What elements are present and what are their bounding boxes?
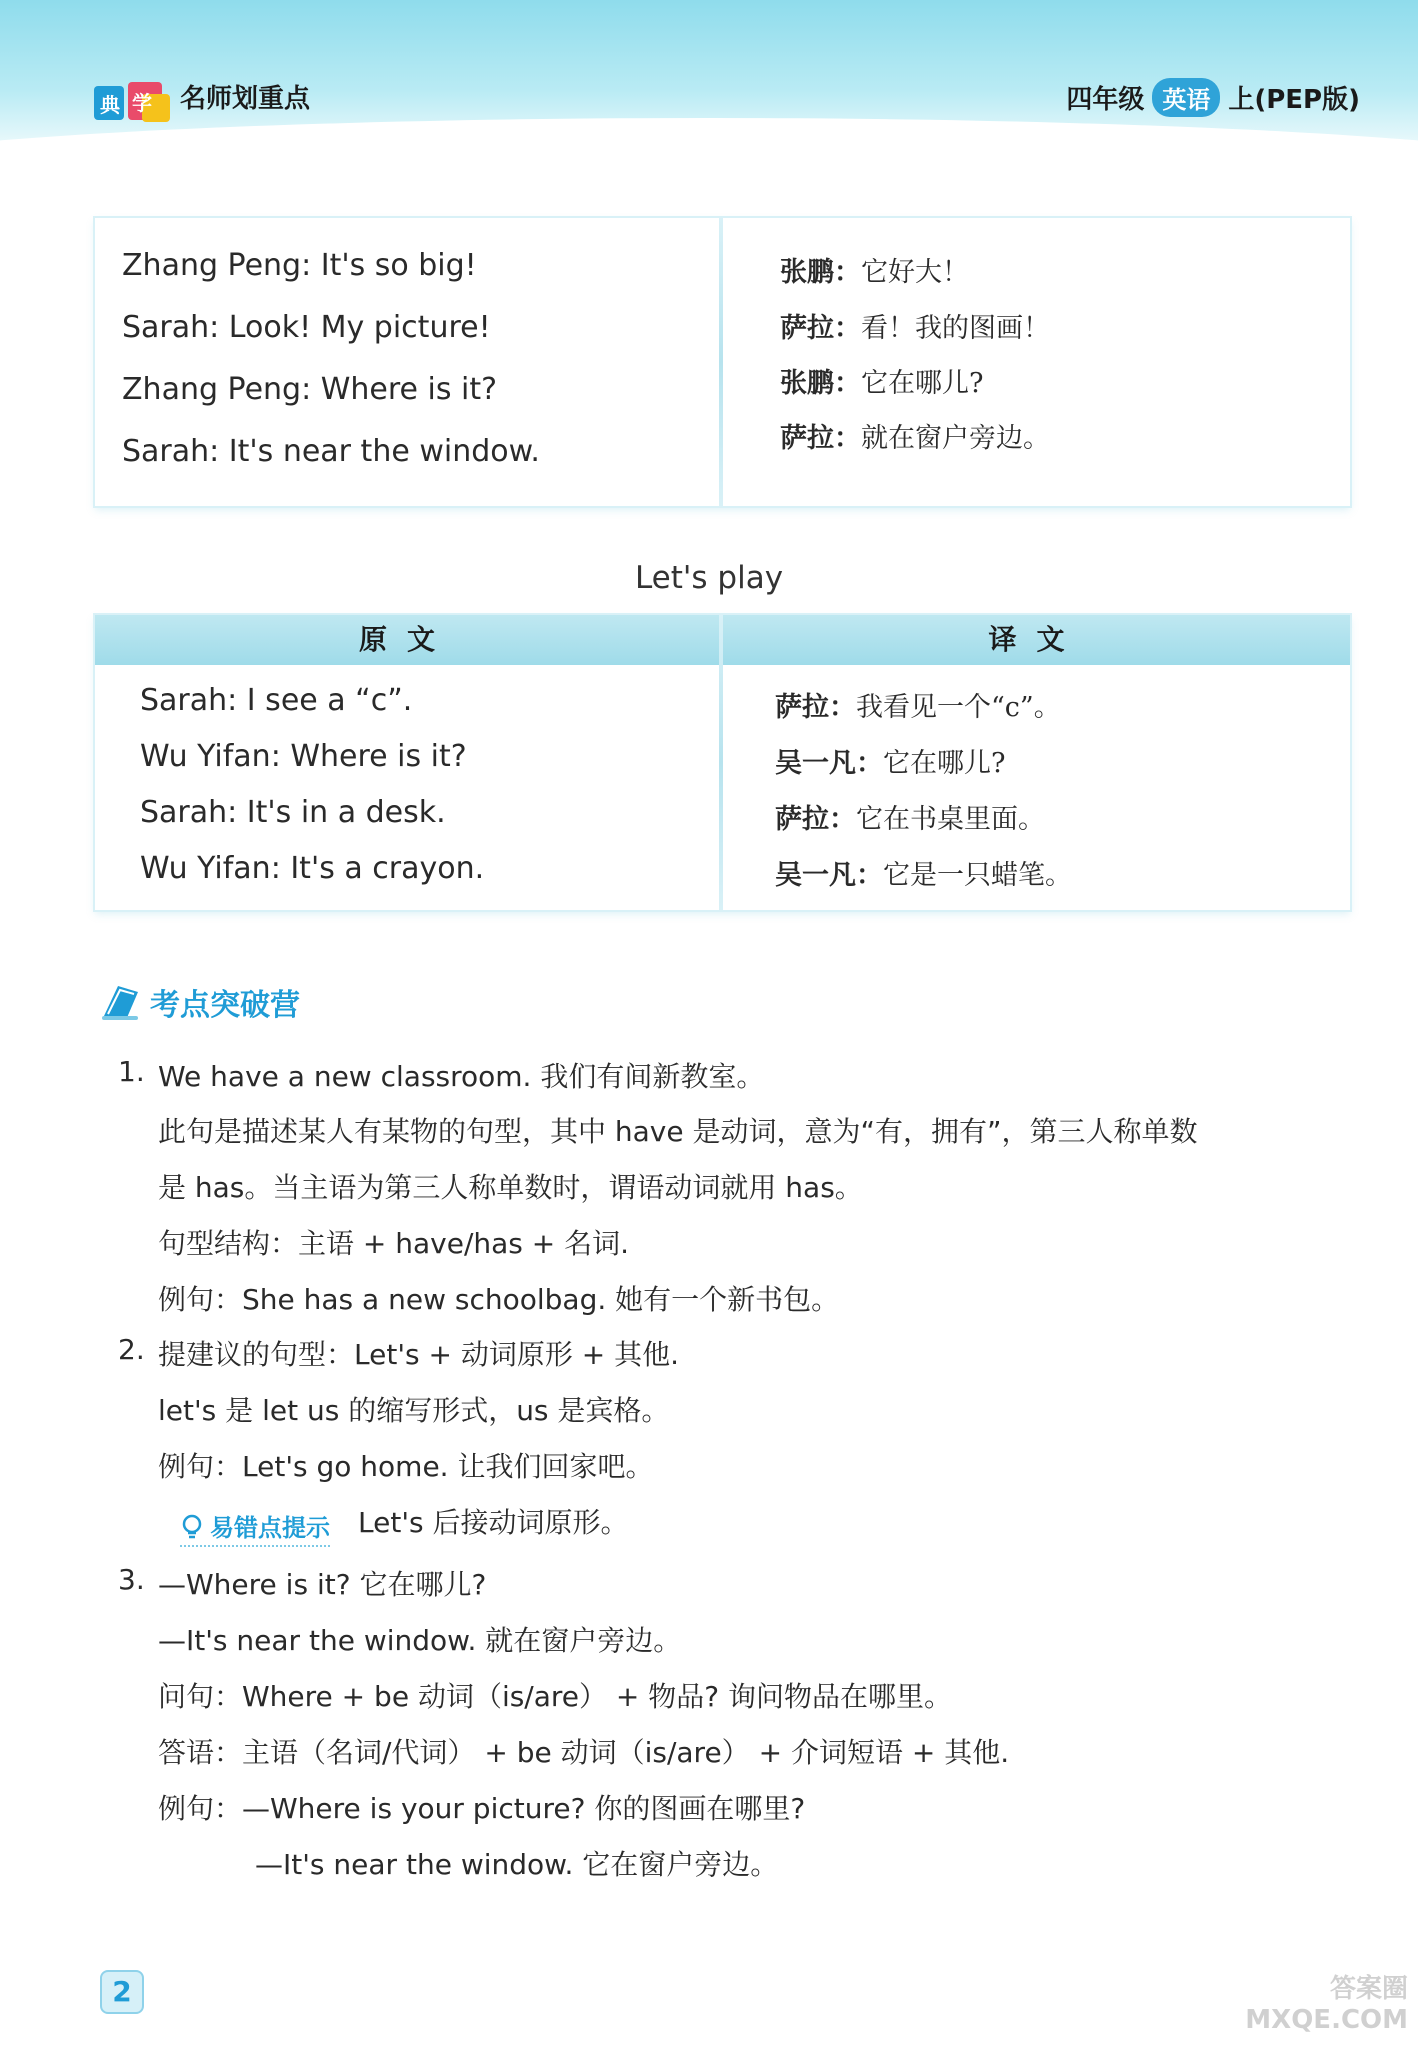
grade-info [1066,78,1360,117]
dialog-line-en: Sarah: It's in a desk. [140,795,446,830]
dialog-line-en: Wu Yifan: It's a crayon. [140,851,485,886]
lets-play-title: Let's play [634,560,784,596]
dialog-line-zh: 张鹏：它好大！ [780,257,969,288]
dialog-table-2 [95,615,1350,910]
header-translation: 译文 [988,623,1085,656]
dialog-line-zh: 萨拉：它在书桌里面。 [775,804,1045,835]
subject-badge: 英语 [1152,78,1220,117]
dialog-line-en: Sarah: It's near the window. [122,434,540,469]
item-line: 问句：Where + be 动词（is/are） + 物品? 询问物品在哪里。 [158,1680,953,1713]
item-number: 2. [118,1333,145,1366]
dialog-line-en: Zhang Peng: It's so big! [122,248,477,283]
item-line: —It's near the window. 就在窗户旁边。 [158,1624,682,1657]
item-number: 1. [118,1055,145,1088]
item-line: let's 是 let us 的缩写形式，us 是宾格。 [158,1394,670,1427]
page-header [0,0,1418,165]
dialog-line-zh: 吴一凡：它在哪儿? [775,748,1006,779]
dialog-line-zh: 萨拉：看！我的图画！ [780,313,1050,344]
column-divider [719,615,723,910]
dialog-line-zh: 萨拉：就在窗户旁边。 [780,423,1050,454]
notebook-icon [100,982,142,1022]
dialog-table-1 [95,218,1350,506]
grade-label: 四年级 [1066,85,1145,115]
item-line: 提建议的句型：Let's + 动词原形 + 其他. [158,1338,680,1371]
header-curve [0,118,1418,165]
dialog-line-en: Wu Yifan: Where is it? [140,739,467,774]
header-original: 原文 [358,623,455,656]
item-line: 是 has。当主语为第三人称单数时，谓语动词就用 has。 [158,1171,863,1204]
brand-text: 名师划重点 [180,84,311,114]
dialog-line-en: Zhang Peng: Where is it? [122,372,498,407]
error-tip-label [180,1508,330,1547]
column-divider [719,218,723,506]
dialog-line-zh: 萨拉：我看见一个“c”。 [775,692,1061,723]
section-title: 考点突破营 [150,988,300,1023]
watermark: 答案圈 MXQE.COM [1245,1974,1408,2035]
item-line: We have a new classroom. 我们有间新教室。 [158,1060,765,1093]
item-line: 例句：Let's go home. 让我们回家吧。 [158,1450,654,1483]
item-line: 句型结构：主语 + have/has + 名词. [158,1227,630,1260]
item-line: 例句：—Where is your picture? 你的图画在哪里? [158,1792,806,1825]
svg-text:学: 学 [132,91,152,115]
dialog-line-zh: 吴一凡：它是一只蜡笔。 [775,860,1072,891]
item-line: —Where is it? 它在哪儿? [158,1568,487,1601]
lightbulb-icon [180,1513,206,1539]
tip-text: Let's 后接动词原形。 [358,1506,629,1539]
book-logo-icon [92,78,172,128]
edition-label: 上(PEP版) [1228,85,1360,115]
svg-text:典: 典 [100,93,120,117]
item-line: 此句是描述某人有某物的句型，其中 have 是动词，意为“有，拥有”，第三人称单数 [158,1115,1198,1148]
dialog-line-zh: 张鹏：它在哪儿? [780,368,984,399]
item-line: —It's near the window. 它在窗户旁边。 [255,1848,779,1881]
item-number: 3. [118,1563,145,1596]
page-number: 2 [100,1970,144,2014]
section-header [100,980,300,1024]
item-line: 例句：She has a new schoolbag. 她有一个新书包。 [158,1283,840,1316]
item-line: 答语：主语（名词/代词） + be 动词（is/are） + 介词短语 + 其他. [158,1736,1010,1769]
tip-label-text: 易错点提示 [210,1514,330,1542]
dialog-line-en: Sarah: I see a “c”. [140,683,413,718]
dialog-line-en: Sarah: Look! My picture! [122,310,491,345]
